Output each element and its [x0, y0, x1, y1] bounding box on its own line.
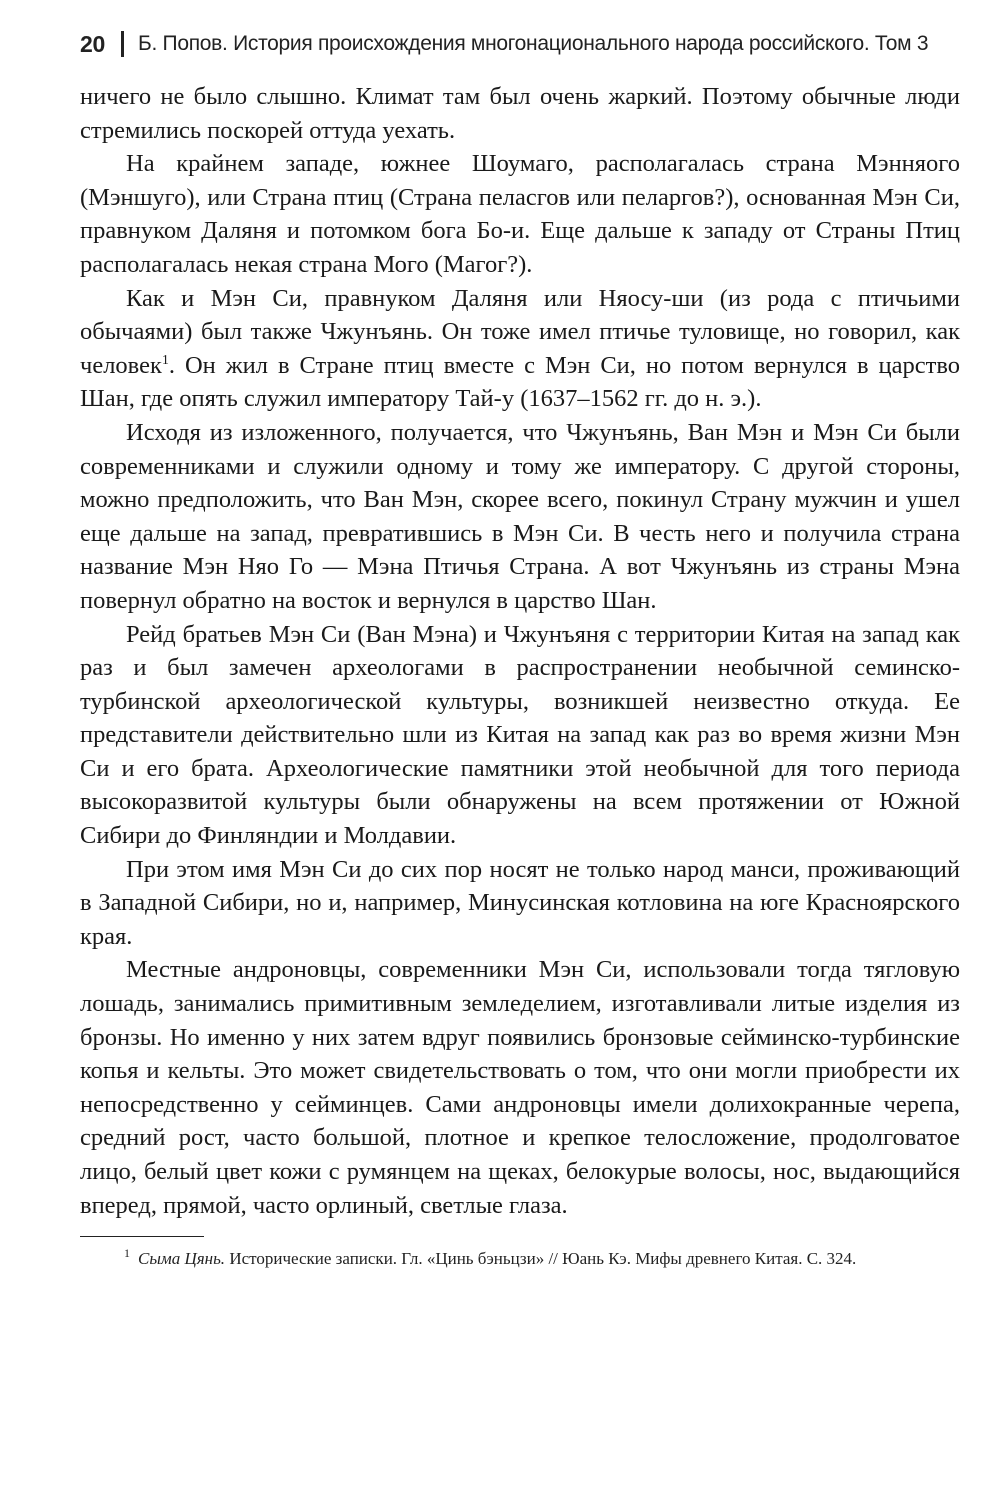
footnote [80, 1247, 960, 1271]
running-header [80, 22, 960, 66]
footnote-marker: 1 [124, 1246, 130, 1261]
footnote-reference[interactable]: 1 [161, 352, 169, 368]
paragraph-2: На крайнем западе, южнее Шоумаго, располагалась страна Мэнняого (Мэншуго), или Страна птиц (Страна пеласгов или пеларгов?), основанная Мэн Си, правнуком Даляня и потомком бога Бо-и. Еще дальше к западу от Страны Птиц располагалась некая страна Мого (Магог?). [80, 150, 960, 278]
paragraph-4: Исходя из изложенного, получается, что Чжунъянь, Ван Мэн и Мэн Си были современниками и служили одному и тому же императору. С другой стороны, можно предположить, что Ван Мэн, скорее всего, покинул Страну мужчин и ушел еще дальше на запад, превратившись в Мэн Си. В честь него и получила страна название Мэн Няо Го — Мэна Птичья Страна. А вот Чжунъянь из страны Мэна повернул обратно на восток и вернулся в царство Шан. [80, 418, 960, 614]
paragraph-5: Рейд братьев Мэн Си (Ван Мэна) и Чжунъяня с территории Китая на запад как раз и был замечен археологами в распространении необычной семинско-турбинской археологической культуры, возникшей неизвестно откуда. Ее представители действительно шли из Китая на запад как раз во время жизни Мэн Си и его брата. Археологические памятники этой необычной для того периода высокоразвитой культуры были обнаружены на всем протяжении от Южной Сибири до Финляндии и Молдавии. [80, 620, 960, 850]
paragraph-3-text-before: Как и Мэн Си, правнуком Даляня или Няосу-ши (из рода с птичьими обычаями) был также Чжунъянь. Он тоже имел птичье туловище, но говорил, как человек [80, 284, 960, 379]
header-title: Б. Попов. История происхождения многонационального народа российского. Том 3 [137, 32, 929, 55]
book-page [80, 22, 960, 1271]
paragraph-7: Местные андроновцы, современники Мэн Си, использовали тогда тягловую лошадь, занимались примитивным земледелием, изготавливали литые изделия из бронзы. Но именно у них затем вдруг появились бронзовые сейминско-турбинские копья и кельты. Это может свидетельствовать о том, что они могли приобрести их непосредственно у сейминцев. Сами андроновцы имели долихокранные черепа, средний рост, часто большой, плотное и крепкое телосложение, продолговатое лицо, белый цвет кожи с румянцем на щеках, белокурые волосы, нос, выдающийся вперед, прямой, часто орлиный, светлые глаза. [80, 956, 960, 1219]
paragraph-1: ничего не было слышно. Климат там был очень жаркий. Поэтому обычные люди стремились поскорей оттуда уехать. [80, 83, 960, 144]
paragraph-6: При этом имя Мэн Си до сих пор носят не только народ манси, проживающий в Западной Сибири, но и, например, Минусинская котловина на юге Красноярского края. [80, 855, 960, 950]
header-separator [121, 31, 124, 57]
footnote-text: Исторические записки. Гл. «Цинь бэньцзи» // Юань Кэ. Мифы древнего Китая. С. 324. [225, 1249, 857, 1269]
page-number: 20 [80, 30, 105, 57]
footnote-author: Сыма Цянь. [138, 1249, 226, 1269]
body-text [80, 80, 960, 1222]
footnote-divider [80, 1236, 204, 1237]
paragraph-3 [80, 282, 960, 416]
paragraph-3-text-after: . Он жил в Стране птиц вместе с Мэн Си, но потом вернулся в царство Шан, где опять служил императору Тай-у (1637–1562 гг. до н. э.). [80, 351, 960, 413]
